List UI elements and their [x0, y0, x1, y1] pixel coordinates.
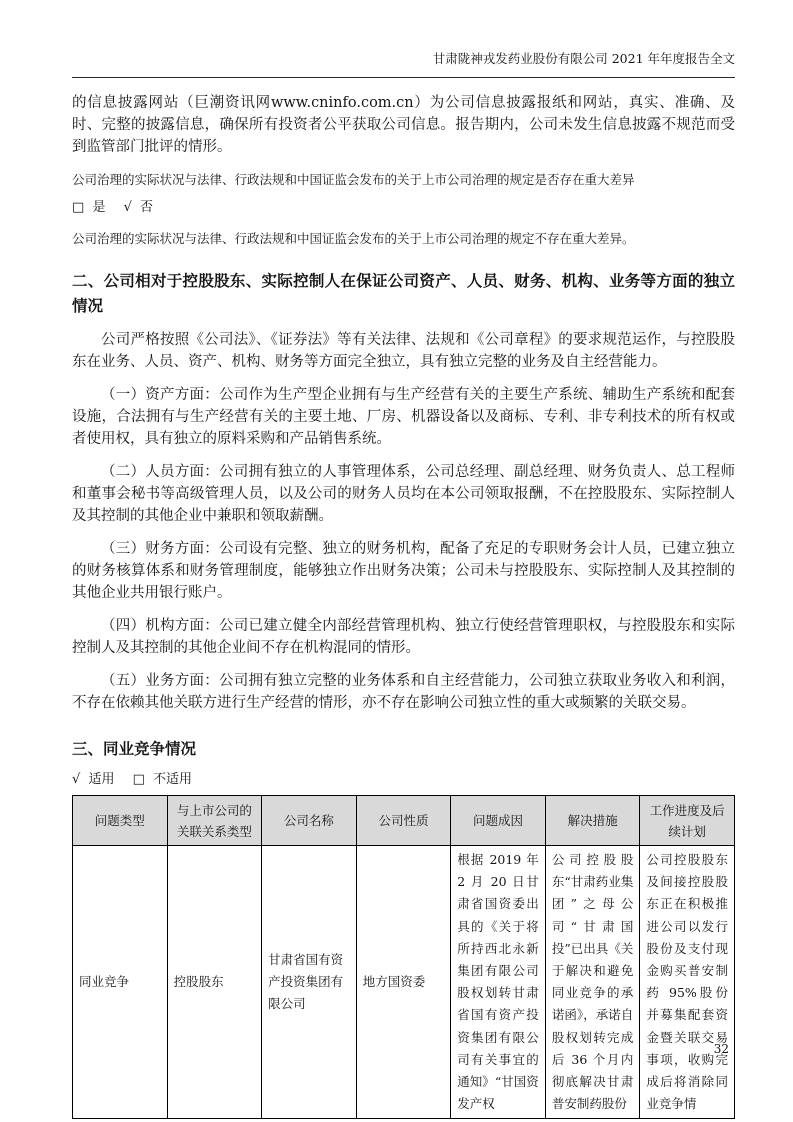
table-row [73, 846, 735, 1119]
governance-answer: 公司治理的实际状况与法律、行政法规和中国证监会发布的关于上市公司治理的规定不存在重大差异。 [72, 231, 635, 246]
checkmark-icon: √ [72, 772, 81, 787]
cell-solution: 公司控股股东“甘肃药业集团”之母公司“甘肃国投”已出具《关于解决和避免同业竞争的承诺函》，承诺自股权划转完成后 36 个月内彻底解决甘肃普安制药股份 [545, 846, 640, 1119]
independence-paragraph-organization: （四）机构方面：公司已建立健全内部经营管理机构、独立行使经营管理职权，与控股股东和实际控制人及其控制的其他企业间不存在机构混同的情形。 [72, 618, 735, 656]
cell-issue-type: 同业竞争 [73, 846, 168, 1119]
independence-paragraph-personnel: （二）人员方面：公司拥有独立的人事管理体系，公司总经理、副总经理、财务负责人、总工程师和董事会秘书等高级管理人员，以及公司的财务人员均在本公司领取报酬，不在控股股东、实际控制人及其控制的其他企业中兼职和领取薪酬。 [72, 464, 735, 524]
cell-company-name: 甘肃省国有资产投资集团有限公司 [262, 846, 357, 1119]
table-header-issue-type: 问题类型 [73, 796, 168, 846]
checkbox-unchecked-icon: □ [132, 772, 145, 787]
cell-relationship-type: 控股股东 [167, 846, 262, 1119]
table-header-row [73, 796, 735, 846]
independence-paragraph-business: （五）业务方面：公司拥有独立完整的业务体系和自主经营能力，公司独立获取业务收入和利润，不存在依赖其他关联方进行生产经营的情形，亦不存在影响公司独立性的重大或频繁的关联交易。 [72, 673, 735, 711]
table-header-progress-plan: 工作进度及后续计划 [640, 796, 735, 846]
applicability-line [72, 771, 735, 789]
competition-table [72, 795, 735, 1119]
independence-paragraph: 公司严格按照《公司法》、《证券法》等有关法律、法规和《公司章程》的要求规范运作，与控股股东在业务、人员、资产、机构、财务等方面完全独立，具有独立完整的业务及自主经营能力。 [72, 332, 735, 370]
table-header-company-nature: 公司性质 [356, 796, 451, 846]
competition-table-head [73, 796, 735, 846]
table-header-issue-cause: 问题成因 [451, 796, 546, 846]
governance-choice-line [72, 199, 735, 217]
report-header-title: 甘肃陇神戎发药业股份有限公司 2021 年年度报告全文 [432, 51, 735, 66]
not-applicable-label: 不适用 [153, 772, 193, 787]
section-heading-independence: 二、公司相对于控股股东、实际控制人在保证公司资产、人员、财务、机构、业务等方面的独立情况 [72, 271, 735, 315]
section-heading-competition: 三、同业竞争情况 [72, 739, 197, 758]
table-header-company-name: 公司名称 [262, 796, 357, 846]
independence-paragraph-finance: （三）财务方面：公司设有完整、独立的财务机构，配备了充足的专职财务会计人员，已建立独立的财务核算体系和财务管理制度，能够独立作出财务决策；公司未与控股股东、实际控制人及其控制的其他企业共用银行账户。 [72, 541, 735, 601]
table-header-relationship-type: 与上市公司的关联关系类型 [167, 796, 262, 846]
cell-company-nature: 地方国资委 [356, 846, 451, 1119]
choice-yes-label: 是 [92, 200, 106, 215]
governance-question: 公司治理的实际状况与法律、行政法规和中国证监会发布的关于上市公司治理的规定是否存在重大差异 [72, 172, 635, 187]
cell-issue-cause: 根据 2019 年 2 月 20 日甘肃省国资委出具的《关于将所持西北永新集团有限公司股权划转甘肃省国有资产投资集团有限公司有关事宜的通知》“甘国资发产权 [451, 846, 546, 1119]
table-header-solution: 解决措施 [545, 796, 640, 846]
checkbox-unchecked-icon: □ [72, 200, 85, 215]
competition-table-body [73, 846, 735, 1119]
independence-paragraph-assets: （一）资产方面：公司作为生产型企业拥有与生产经营有关的主要生产系统、辅助生产系统和配套设施，合法拥有与生产经营有关的主要土地、厂房、机器设备以及商标、专利、非专利技术的所有权或者使用权，具有独立的原料采购和产品销售系统。 [72, 387, 735, 447]
applicable-label: 适用 [88, 772, 115, 787]
paragraph-disclosure-continuation: 的信息披露网站（巨潮资讯网www.cninfo.com.cn）为公司信息披露报纸和网站，真实、准确、及时、完整的披露信息，确保所有投资者公平获取公司信息。报告期内，公司未发生信息披露不规范而受到监管部门批评的情形。 [72, 95, 735, 155]
page-number: 32 [713, 1042, 729, 1056]
checkmark-icon: √ [123, 200, 132, 215]
cell-progress-plan: 公司控股股东及间接控股股东正在积极推进公司以发行股份及支付现金购买普安制药 95%股份并募集配套资金暨关联交易事项，收购完成后将消除同业竞争情 [640, 846, 735, 1119]
choice-no-label: 否 [140, 200, 154, 215]
page-header [72, 50, 735, 78]
